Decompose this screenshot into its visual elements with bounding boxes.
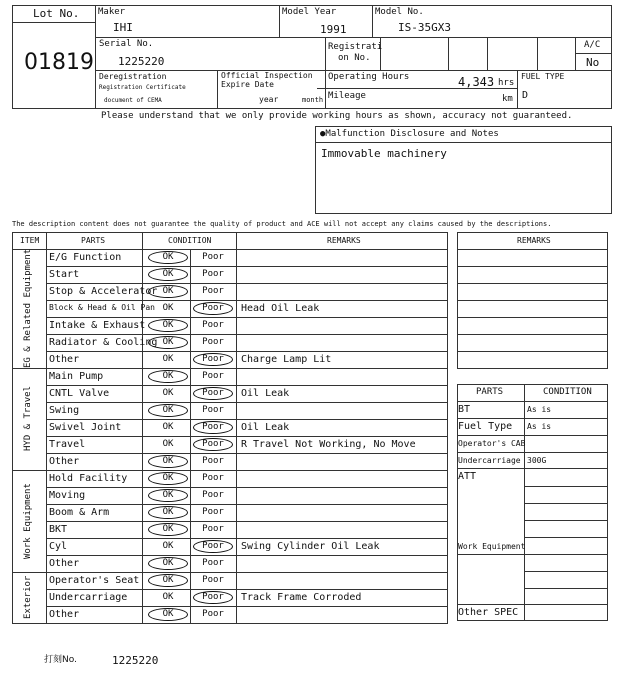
ac-value: No [586, 56, 600, 69]
selected-condition-circle [148, 608, 188, 621]
month-label: month [302, 96, 324, 104]
part-label: Boom & Arm [49, 507, 110, 518]
selected-condition-circle [148, 285, 188, 298]
divider [325, 70, 326, 109]
registration-no-label-2: on No. [338, 53, 371, 63]
ok-option[interactable]: OK [162, 490, 174, 500]
poor-option[interactable]: Poor [202, 592, 224, 602]
selected-condition-circle [148, 404, 188, 417]
ok-option[interactable]: OK [162, 320, 174, 330]
malfunction-box [315, 126, 612, 214]
ok-option[interactable]: OK [162, 507, 174, 517]
fuel-type-value: D [522, 90, 529, 101]
operating-hours-value: 4,343 [458, 75, 495, 89]
expire-date-label: Expire Date [221, 80, 274, 89]
divider [217, 70, 218, 109]
remark-text: Swing Cylinder Oil Leak [241, 541, 380, 552]
right-condition-header: CONDITION [543, 387, 592, 397]
selected-condition-circle [148, 455, 188, 468]
part-label: Other [49, 354, 80, 365]
ok-option[interactable]: OK [162, 541, 174, 551]
model-year-value: 1991 [320, 23, 347, 36]
att-label: ATT [458, 471, 477, 482]
divider [325, 37, 326, 70]
selected-condition-circle [193, 302, 233, 315]
remark-text: Charge Lamp Lit [241, 354, 332, 365]
deregistration-label: Deregistration [99, 72, 167, 81]
divider [315, 142, 612, 143]
ok-option[interactable]: OK [162, 303, 174, 313]
poor-option[interactable]: Poor [202, 473, 224, 483]
operators-cab-label: Operator's CAB [458, 439, 526, 448]
section-label: Work Equipment [23, 482, 33, 559]
poor-option[interactable]: Poor [202, 405, 224, 415]
ok-option[interactable]: OK [162, 252, 174, 262]
serial-no-value: 1225220 [118, 55, 165, 68]
maker-label: Maker [98, 7, 126, 17]
ok-option[interactable]: OK [162, 558, 174, 568]
divider [487, 37, 488, 70]
km-unit: km [502, 94, 513, 104]
part-label: Intake & Exhaust [49, 320, 146, 331]
part-label: Moving [49, 490, 86, 501]
divider [575, 53, 612, 54]
divider [95, 37, 612, 38]
ok-option[interactable]: OK [162, 524, 174, 534]
poor-option[interactable]: Poor [202, 320, 224, 330]
operating-hours-label: Operating Hours [328, 72, 410, 82]
part-label: Swing [49, 405, 80, 416]
undercarriage-right-value: 300G [527, 456, 547, 465]
selected-condition-circle [193, 438, 233, 451]
ok-option[interactable]: OK [162, 337, 174, 347]
official-inspection-label: Official Inspection [221, 71, 313, 80]
part-label: Block & Head & Oil Pan [49, 303, 155, 312]
poor-option[interactable]: Poor [202, 609, 224, 619]
right-parts-header: PARTS [476, 387, 504, 397]
poor-option[interactable]: Poor [202, 575, 224, 585]
registration-certificate-label: Registration Certificate [99, 84, 186, 91]
disclaimer: The description content does not guarantee the quality of product and ACE will not accept any claims caused by the descriptions. [12, 220, 552, 228]
ok-option[interactable]: OK [162, 422, 174, 432]
part-label: Cyl [49, 541, 68, 552]
selected-condition-circle [148, 336, 188, 349]
section-label: HYD & Travel [23, 386, 33, 452]
selected-condition-circle [148, 268, 188, 281]
document-cema-label: document of CEMA [104, 97, 162, 104]
poor-option[interactable]: Poor [202, 422, 224, 432]
poor-option[interactable]: Poor [202, 524, 224, 534]
ok-option[interactable]: OK [162, 371, 174, 381]
remark-text: Track Frame Corroded [241, 592, 362, 603]
part-label: BKT [49, 524, 68, 535]
ok-option[interactable]: OK [162, 592, 174, 602]
divider [517, 70, 518, 109]
selected-condition-circle [148, 251, 188, 264]
poor-option[interactable]: Poor [202, 439, 224, 449]
remark-text: Oil Leak [241, 388, 290, 399]
poor-option[interactable]: Poor [202, 490, 224, 500]
ok-option[interactable]: OK [162, 575, 174, 585]
fuel-type-row-label: Fuel Type [458, 421, 513, 432]
fuel-type-label: FUEL TYPE [521, 72, 565, 81]
part-label: Other [49, 558, 80, 569]
poor-option[interactable]: Poor [202, 558, 224, 568]
remark-text: R Travel Not Working, No Move [241, 439, 416, 450]
poor-option[interactable]: Poor [202, 303, 224, 313]
selected-condition-circle [193, 387, 233, 400]
bt-value: As is [527, 405, 552, 414]
ac-label: A/C [584, 40, 601, 50]
hrs-unit: hrs [498, 78, 515, 88]
selected-condition-circle [148, 506, 188, 519]
lot-no-label: Lot No. [33, 7, 80, 20]
poor-option[interactable]: Poor [202, 269, 224, 279]
divider [317, 70, 612, 71]
remark-text: Oil Leak [241, 422, 290, 433]
poor-option[interactable]: Poor [202, 371, 224, 381]
poor-option[interactable]: Poor [202, 456, 224, 466]
selected-condition-circle [193, 540, 233, 553]
selected-condition-circle [193, 421, 233, 434]
poor-option[interactable]: Poor [202, 252, 224, 262]
section-label: EG & Related Equipment [23, 248, 33, 368]
part-label: Hold Facility [49, 473, 128, 484]
model-no-value: IS-35GX3 [398, 21, 451, 34]
poor-option[interactable]: Poor [202, 286, 224, 296]
part-label: Radiator & Cooling [49, 337, 158, 348]
footer-value: 1225220 [112, 654, 159, 667]
part-label: Other [49, 456, 80, 467]
selected-condition-circle [193, 353, 233, 366]
ok-option[interactable]: OK [162, 405, 174, 415]
registration-no-label-1: Registrati [328, 42, 383, 52]
divider [372, 5, 373, 37]
divider [279, 5, 280, 37]
lot-no-value: 01819 [24, 50, 94, 75]
ok-option[interactable]: OK [162, 388, 174, 398]
working-hours-notice: Please understand that we only provide working hours as shown, accuracy not guaranteed. [101, 111, 573, 121]
part-label: Other [49, 609, 80, 620]
maker-value: IHI [113, 21, 133, 34]
divider [448, 37, 449, 70]
part-label: Main Pump [49, 371, 104, 382]
right-remarks-header: REMARKS [517, 236, 551, 245]
ok-option[interactable]: OK [162, 269, 174, 279]
poor-option[interactable]: Poor [202, 337, 224, 347]
part-label: Stop & Accelerator [49, 286, 158, 297]
parts-header: PARTS [81, 236, 106, 245]
part-label: E/G Function [49, 252, 122, 263]
ok-option[interactable]: OK [162, 473, 174, 483]
divider [95, 5, 96, 109]
part-label: Undercarriage [49, 592, 128, 603]
part-label: Travel [49, 439, 86, 450]
work-equipment-right-label: Work Equipment [458, 542, 526, 551]
item-header: ITEM [20, 236, 40, 245]
selected-condition-circle [193, 591, 233, 604]
serial-no-label: Serial No. [99, 39, 154, 49]
selected-condition-circle [148, 523, 188, 536]
selected-condition-circle [148, 370, 188, 383]
ok-option[interactable]: OK [162, 609, 174, 619]
remarks-header: REMARKS [327, 236, 361, 245]
poor-option[interactable]: Poor [202, 507, 224, 517]
ok-option[interactable]: OK [162, 354, 174, 364]
malfunction-title: ●Malfunction Disclosure and Notes [320, 129, 499, 139]
selected-condition-circle [148, 574, 188, 587]
ok-option[interactable]: OK [162, 286, 174, 296]
part-label: Start [49, 269, 80, 280]
selected-condition-circle [148, 319, 188, 332]
poor-option[interactable]: Poor [202, 541, 224, 551]
selected-condition-circle [148, 489, 188, 502]
remark-text: Head Oil Leak [241, 303, 320, 314]
year-label: year [259, 95, 279, 104]
undercarriage-right-label: Undercarriage [458, 456, 521, 465]
mileage-label: Mileage [328, 91, 366, 101]
part-label: CNTL Valve [49, 388, 110, 399]
bt-label: BT [458, 404, 471, 415]
malfunction-text: Immovable machinery [321, 147, 447, 160]
model-no-label: Model No. [375, 7, 424, 17]
poor-option[interactable]: Poor [202, 354, 224, 364]
fuel-type-row-value: As is [527, 422, 552, 431]
ok-option[interactable]: OK [162, 439, 174, 449]
footer-label: 打刻No. [44, 655, 77, 665]
divider [12, 22, 96, 23]
poor-option[interactable]: Poor [202, 388, 224, 398]
selected-condition-circle [148, 557, 188, 570]
section-label: Exterior [23, 575, 33, 620]
part-label: Operator's Seat [49, 575, 140, 586]
model-year-label: Model Year [282, 7, 337, 17]
other-spec-label: Other SPEC [458, 607, 519, 618]
condition-header: CONDITION [168, 236, 212, 245]
ok-option[interactable]: OK [162, 456, 174, 466]
part-label: Swivel Joint [49, 422, 122, 433]
selected-condition-circle [148, 472, 188, 485]
divider [537, 37, 538, 70]
